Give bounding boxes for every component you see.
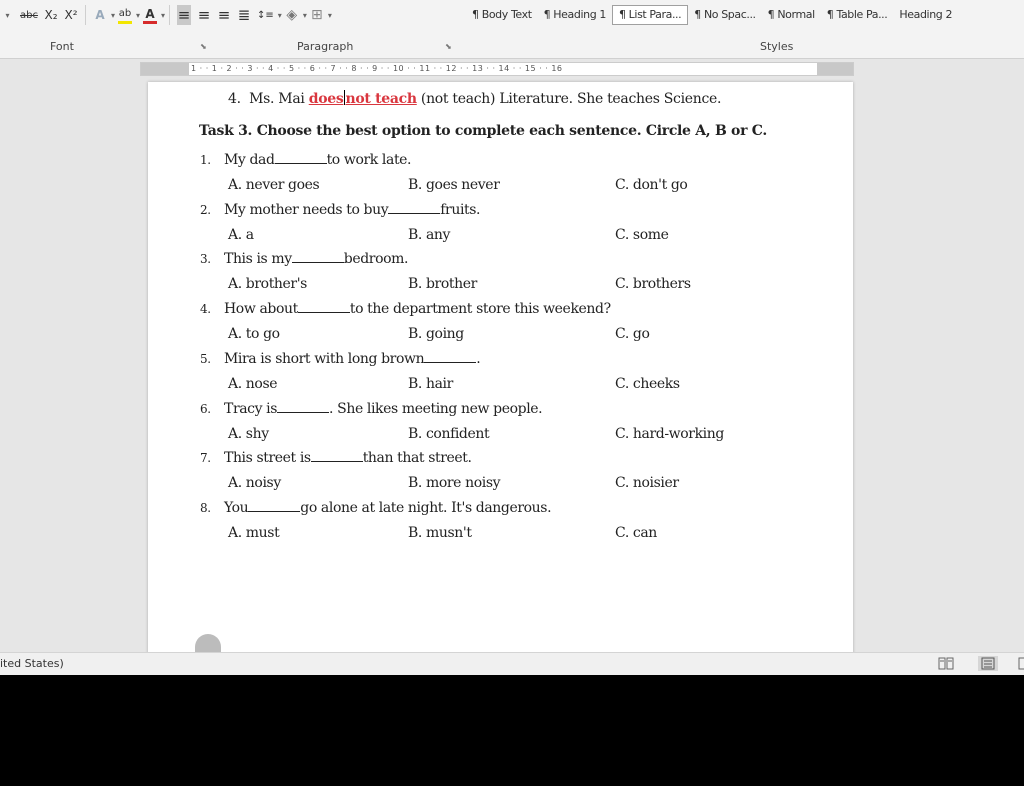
option-2-b: B. any xyxy=(408,226,451,243)
answer-text: not teach xyxy=(345,91,417,107)
align-right-icon[interactable]: ≡ xyxy=(217,6,231,24)
answer-blank xyxy=(275,153,327,164)
option-1-c: C. don't go xyxy=(615,177,688,193)
font-color-icon[interactable]: A xyxy=(143,7,157,24)
paragraph-group-label: Paragraph xyxy=(297,40,354,53)
question-2 xyxy=(200,202,480,218)
font-dialog-launcher-icon[interactable]: ⬊ xyxy=(200,42,207,51)
font-size-dropdown-icon[interactable]: ▾ xyxy=(5,10,10,20)
language-status[interactable]: ited States) xyxy=(0,657,64,670)
answer-blank xyxy=(311,451,363,462)
question-4 xyxy=(200,301,611,317)
option-2-c: C. some xyxy=(615,226,669,243)
task-title: Task 3. Choose the best option to complete each sentence. Circle A, B or C. xyxy=(199,123,767,139)
text-effects-icon[interactable]: A xyxy=(95,8,105,22)
superscript-icon[interactable]: X² xyxy=(64,8,78,22)
answer-blank xyxy=(277,402,329,413)
print-layout-icon[interactable] xyxy=(978,656,998,671)
option-1-a: A. never goes xyxy=(228,177,320,193)
question-text-start: How about xyxy=(224,301,298,318)
question-text-end: to work late. xyxy=(326,152,412,168)
ruler-ticks: 1 · · 1 · 2 · · 3 · · 4 · · 5 · · 6 · · 7 · · 8 · · 9 · · 10 · · 11 · · 12 · · 13 · · 14 · · 15 · · 16 xyxy=(191,64,563,73)
question-number: 7. xyxy=(200,451,211,466)
read-mode-icon[interactable] xyxy=(938,656,954,671)
question-number: 1. xyxy=(200,153,211,167)
style-heading-1[interactable]: ¶ Heading 1 xyxy=(543,8,606,21)
option-5-c: C. cheeks xyxy=(615,375,680,392)
option-5-b: B. hair xyxy=(408,375,453,392)
sentence-start: Ms. Mai xyxy=(249,91,305,107)
question-text-start: My mother needs to buy xyxy=(224,201,389,218)
question-1 xyxy=(200,152,411,168)
shading-icon[interactable]: ◈ xyxy=(286,7,298,23)
option-8-c: C. can xyxy=(615,524,657,541)
line-spacing-icon[interactable]: ↕≡ xyxy=(257,9,274,21)
question-5 xyxy=(200,351,480,367)
style-normal[interactable]: ¶ Normal xyxy=(767,8,815,21)
question-text-end: go alone at late night. It's dangerous. xyxy=(300,499,552,516)
ribbon xyxy=(0,0,1024,59)
question-text-start: This is my xyxy=(224,251,292,268)
option-3-c: C. brothers xyxy=(615,276,691,293)
subscript-icon[interactable]: X₂ xyxy=(44,8,58,22)
question-number: 4. xyxy=(200,302,211,317)
answer-blank xyxy=(292,252,344,263)
style-list-paragraph[interactable]: ¶ List Para... xyxy=(612,5,688,25)
question-number: 5. xyxy=(200,351,211,366)
divider xyxy=(85,5,86,25)
question-text-start: This street is xyxy=(224,450,311,467)
status-bar xyxy=(0,652,1024,675)
question-text-start: Mira is short with long brown xyxy=(224,350,425,367)
option-3-b: B. brother xyxy=(408,276,477,293)
answer-blank xyxy=(248,501,300,512)
question-number: 8. xyxy=(200,500,211,515)
answer-text: does xyxy=(308,91,344,107)
chevron-down-icon[interactable]: ▾ xyxy=(327,10,332,20)
styles-gallery xyxy=(466,4,958,26)
chevron-down-icon[interactable]: ▾ xyxy=(302,10,307,20)
chevron-down-icon[interactable]: ▾ xyxy=(136,10,141,20)
align-left-icon[interactable]: ≡ xyxy=(177,6,191,24)
styles-group-label: Styles xyxy=(760,40,794,53)
question-text-end: . xyxy=(476,350,481,367)
answer-blank xyxy=(298,302,350,313)
chevron-down-icon[interactable]: ▾ xyxy=(110,10,115,20)
style-table-paragraph[interactable]: ¶ Table Pa... xyxy=(826,8,888,21)
question-8 xyxy=(200,500,551,516)
option-2-a: A. a xyxy=(228,226,254,243)
option-7-a: A. noisy xyxy=(228,475,281,492)
question-number: 4. xyxy=(228,91,241,107)
option-4-c: C. go xyxy=(615,326,650,343)
align-center-icon[interactable]: ≡ xyxy=(197,6,211,24)
option-4-a: A. to go xyxy=(228,326,280,343)
web-layout-icon[interactable] xyxy=(1018,656,1024,671)
question-text-end: than that street. xyxy=(362,450,472,467)
question-text-end: bedroom. xyxy=(343,251,409,268)
option-4-b: B. going xyxy=(408,326,464,343)
question-number: 3. xyxy=(200,252,211,267)
ruler-right-margin xyxy=(817,63,853,75)
question-number: 6. xyxy=(200,401,211,416)
option-6-b: B. confident xyxy=(408,425,490,442)
question-3 xyxy=(200,251,408,267)
style-no-spacing[interactable]: ¶ No Spac... xyxy=(694,8,756,21)
font-group-label: Font xyxy=(50,40,74,53)
previous-exercise-line xyxy=(228,90,721,107)
option-6-c: C. hard-working xyxy=(615,425,724,442)
question-text-end: fruits. xyxy=(440,201,481,218)
justify-icon[interactable]: ≣ xyxy=(237,6,251,24)
ruler-left-margin xyxy=(141,63,189,75)
option-5-a: A. nose xyxy=(228,375,278,392)
question-6 xyxy=(200,401,542,417)
question-text-start: My dad xyxy=(224,152,275,168)
answer-blank xyxy=(388,203,440,214)
style-heading-2[interactable]: Heading 2 xyxy=(899,8,953,21)
question-text-end: . She likes meeting new people. xyxy=(329,400,543,417)
highlight-icon[interactable]: ab xyxy=(118,7,132,24)
option-7-b: B. more noisy xyxy=(408,475,501,492)
chevron-down-icon[interactable]: ▾ xyxy=(161,10,166,20)
style-body-text[interactable]: ¶ Body Text xyxy=(472,8,532,21)
option-7-c: C. noisier xyxy=(615,475,679,492)
paragraph-dialog-launcher-icon[interactable]: ⬊ xyxy=(445,42,452,51)
question-text-start: You xyxy=(224,499,249,516)
horizontal-ruler[interactable] xyxy=(140,62,854,76)
question-text-start: Tracy is xyxy=(224,400,278,417)
question-7 xyxy=(200,450,472,466)
option-8-a: A. must xyxy=(228,524,280,541)
chevron-down-icon[interactable]: ▾ xyxy=(277,10,282,20)
option-6-a: A. shy xyxy=(228,425,269,442)
option-8-b: B. musn't xyxy=(408,524,472,541)
question-number: 2. xyxy=(200,202,211,217)
option-1-b: B. goes never xyxy=(408,177,500,193)
font-formatting-row xyxy=(0,4,332,26)
answer-blank xyxy=(424,352,476,363)
sentence-end: (not teach) Literature. She teaches Science. xyxy=(420,91,722,107)
option-3-a: A. brother's xyxy=(228,276,307,293)
document-page[interactable] xyxy=(148,82,853,654)
borders-icon[interactable]: ⊞ xyxy=(310,7,323,23)
question-text-end: to the department store this weekend? xyxy=(349,301,611,318)
divider xyxy=(169,5,170,25)
strikethrough-icon[interactable]: abc xyxy=(20,9,38,21)
